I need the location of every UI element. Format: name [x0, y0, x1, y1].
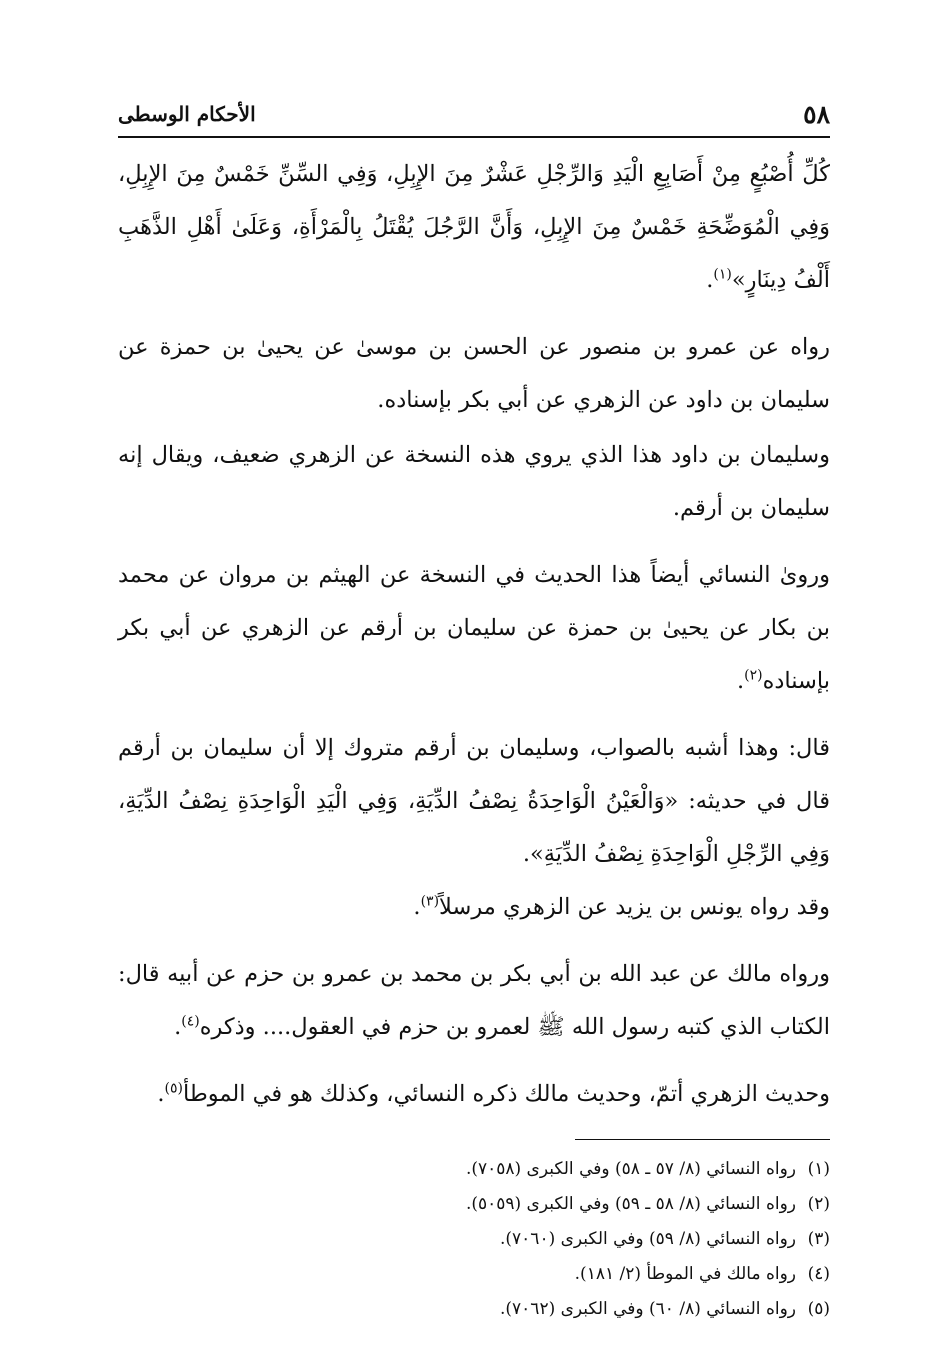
footnote-number: (٤) — [807, 1264, 830, 1284]
narration-paragraph: رواه عن عمرو بن منصور عن الحسن بن موسىٰ عن يحيىٰ بن حمزة عن سليمان بن داود عن الزهري عن أبي بكر بإسناده. — [118, 334, 830, 413]
book-page — [118, 96, 830, 1327]
footnote-number: (١) — [807, 1159, 830, 1179]
page-header — [118, 96, 830, 138]
footnote-item — [118, 1222, 830, 1257]
closing-paragraph: وحديث الزهري أتمّ، وحديث مالك ذكره النسائي، وكذلك هو في الموطأ$^{(٥)}$. — [157, 1080, 830, 1107]
footnote-item — [118, 1187, 830, 1222]
footnote-item — [118, 1292, 830, 1327]
footnote-text: رواه النسائي (٨/ ٥٩) وفي الكبرى (٧٠٦٠). — [500, 1229, 796, 1249]
commentary-paragraph: قال: وهذا أشبه بالصواب، وسليمان بن أرقم متروك إلا أن سليمان بن أرقم قال في حديثه: «وَالْعَيْنُ الْوَاحِدَةُ نِصْفُ الدِّيَةِ، وَفِي الْيَدِ الْوَاحِدَةِ نِصْفُ الدِّيَةِ، وَفِي الرِّجْلِ الْوَاحِدَةِ نِصْفُ الدِّيَةِ». — [118, 735, 830, 867]
footnote-reference: (٤) — [181, 1013, 200, 1030]
footnote-text: رواه النسائي (٨/ ٥٧ ـ ٥٨) وفي الكبرى (٧٠٥٨). — [465, 1159, 796, 1179]
footnote-reference: (٥) — [164, 1080, 183, 1097]
page-number: ٥٨ — [803, 100, 830, 129]
footnote-number: (٥) — [807, 1299, 830, 1319]
footnote-reference: (٣) — [420, 893, 440, 910]
footnote-text: رواه النسائي (٨/ ٥٨ ـ ٥٩) وفي الكبرى (٥٠٥٩). — [465, 1194, 796, 1214]
yunus-paragraph: وقد رواه يونس بن يزيد عن الزهري مرسلاً$^{(٣)}$. — [413, 893, 830, 920]
footnote-item — [118, 1257, 830, 1292]
footnote-reference: (٢) — [744, 667, 763, 684]
footnote-divider — [575, 1139, 830, 1140]
nasai-paragraph: ورویٰ النسائي أيضاً هذا الحديث في النسخة عن الهيثم بن مروان عن محمد بن بكار عن يحيىٰ بن حمزة عن سليمان بن أرقم عن الزهري عن أبي بكر بإسناده$^{(٢)}$. — [118, 562, 830, 694]
footnote-number: (٣) — [807, 1229, 830, 1249]
footnotes-list — [118, 1152, 830, 1327]
running-title: الأحكام الوسطى — [118, 102, 256, 126]
footnote-reference: (١) — [713, 266, 732, 283]
hadith-paragraph: كُلِّ أُصْبُعٍ مِنْ أَصَابِعِ الْيَدِ وَالرِّجْلِ عَشْرٌ مِنَ الإِبِلِ، وَفِي السِّنِّ خَمْسٌ مِنَ الإِبِلِ، وَفِي الْمُوَضِّحَةِ خَمْسٌ مِنَ الإِبِلِ، وَأَنَّ الرَّجُلَ يُقْتَلُ بِالْمَرْأَةِ، وَعَلَىٰ أَهْلِ الذَّهَبِ أَلْفُ دِينَارٍ»$^{(١)}$. — [118, 161, 830, 293]
footnote-text: رواه مالك في الموطأ (٢/ ١٨١). — [574, 1264, 796, 1284]
narrator-note-paragraph: وسليمان بن داود هذا الذي يروي هذه النسخة عن الزهري ضعيف، ويقال إنه سليمان بن أرقم. — [118, 442, 830, 521]
footnote-item — [118, 1152, 830, 1187]
main-text — [118, 148, 830, 1121]
footnote-text: رواه النسائي (٨/ ٦٠) وفي الكبرى (٧٠٦٢). — [500, 1299, 796, 1319]
footnote-number: (٢) — [807, 1194, 830, 1214]
malik-paragraph: ورواه مالك عن عبد الله بن أبي بكر بن محمد بن عمرو بن حزم عن أبيه قال: الكتاب الذي كتبه رسول الله ﷺ لعمرو بن حزم في العقول.... وذكره$^{(٤)}$. — [118, 961, 830, 1040]
